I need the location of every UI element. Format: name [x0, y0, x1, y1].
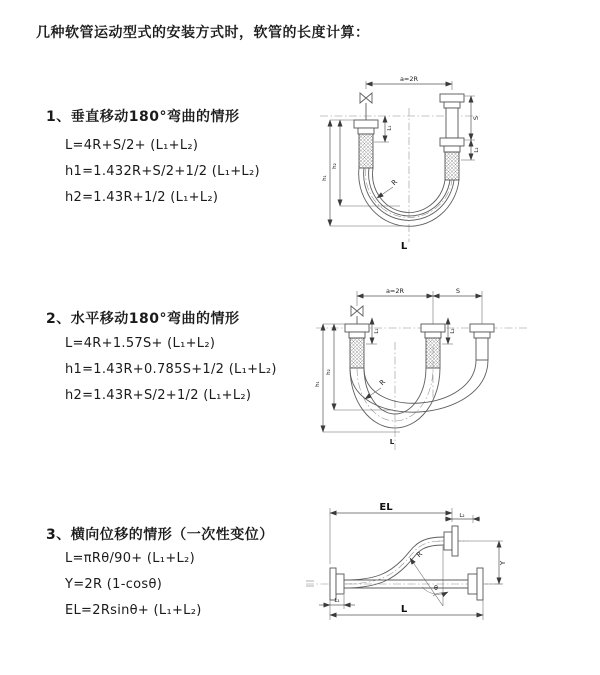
right-flange-fitting	[468, 568, 483, 600]
length-label: L	[400, 241, 408, 252]
left-flange-fitting	[330, 568, 344, 600]
section-3-formula-L: L=πRθ/90+ (L₁+L₂)	[65, 551, 195, 566]
dim-label-h1: h₁	[322, 175, 328, 181]
section-2-heading: 2、水平移动180°弯曲的情形	[46, 311, 240, 327]
dim-label-s: S	[455, 287, 461, 295]
dim-label-l: L	[400, 604, 408, 615]
centerlines	[316, 328, 528, 450]
dimension-span	[357, 287, 482, 324]
dimension-l2	[445, 513, 480, 523]
section-3-formula-Y: Y=2R (1-cosθ)	[65, 577, 163, 592]
dim-label-s: S	[472, 115, 480, 121]
dimension-span	[366, 75, 452, 90]
dim-label-h1: h₁	[315, 381, 321, 387]
section-2-formula-h2: h2=1.43R+S/2+1/2 (L₁+L₂)	[65, 388, 252, 403]
radius-label: R	[390, 178, 400, 188]
dim-label-l1: L₁	[387, 125, 393, 131]
section-1-formula-h2: h2=1.43R+1/2 (L₁+L₂)	[65, 190, 219, 205]
diagram-lateral-displacement	[298, 496, 600, 644]
dim-label-y: Y	[499, 560, 507, 566]
dim-label-el: EL	[379, 502, 393, 513]
hose-u-bend-moved	[350, 360, 488, 412]
dimension-s	[464, 96, 480, 140]
dim-label-l1: L₁	[374, 328, 380, 334]
section-3-heading: 3、横向位移的情形（一次性变位）	[46, 527, 274, 543]
dim-label-l2: L₂	[459, 513, 465, 519]
valve-symbol-icon	[351, 306, 363, 324]
dim-label-l2: L₂	[474, 147, 480, 153]
section-2-formula-L: L=4R+1.57S+ (L₁+L₂)	[65, 336, 216, 351]
angle-callout	[410, 546, 448, 606]
upper-flange-fitting	[444, 526, 458, 556]
diagram-vertical-180-bend	[312, 70, 587, 262]
radius-callout	[365, 378, 387, 399]
page-title: 几种软管运动型式的安装方式时，软管的长度计算：	[36, 25, 370, 41]
radius-label: R	[415, 550, 425, 560]
diagram-horizontal-180-bend	[308, 282, 595, 460]
dim-label-l2: L₂	[450, 328, 456, 334]
section-1-formula-L: L=4R+S/2+ (L₁+L₂)	[65, 138, 199, 153]
middle-fitting	[421, 324, 445, 368]
dimension-l1	[319, 595, 355, 609]
dimension-l	[330, 600, 483, 620]
right-fitting-moved	[470, 324, 494, 360]
dimension-el	[330, 502, 452, 564]
left-fitting	[354, 120, 378, 168]
section-3-formula-EL: EL=2Rsinθ+ (L₁+L₂)	[65, 603, 202, 618]
right-fitting-lowered	[440, 138, 464, 180]
left-fitting	[345, 324, 369, 368]
theta-label: θ	[434, 584, 438, 592]
radius-callout	[377, 178, 399, 198]
section-1-formula-h1: h1=1.432R+S/2+1/2 (L₁+L₂)	[65, 164, 260, 179]
dim-label-h2: h₂	[326, 369, 332, 375]
dim-label-h2: h₂	[332, 163, 338, 169]
radius-label: R	[378, 378, 388, 388]
dim-label-l1: L₁	[334, 598, 340, 604]
length-label: L	[389, 438, 395, 446]
dim-label-a2r: a=2R	[399, 75, 419, 83]
dimension-s	[433, 287, 482, 296]
section-2-formula-h1: h1=1.43R+0.785S+1/2 (L₁+L₂)	[65, 362, 277, 377]
section-1-heading: 1、垂直移动180°弯曲的情形	[46, 109, 240, 125]
dim-label-a2r: a=2R	[385, 287, 405, 295]
